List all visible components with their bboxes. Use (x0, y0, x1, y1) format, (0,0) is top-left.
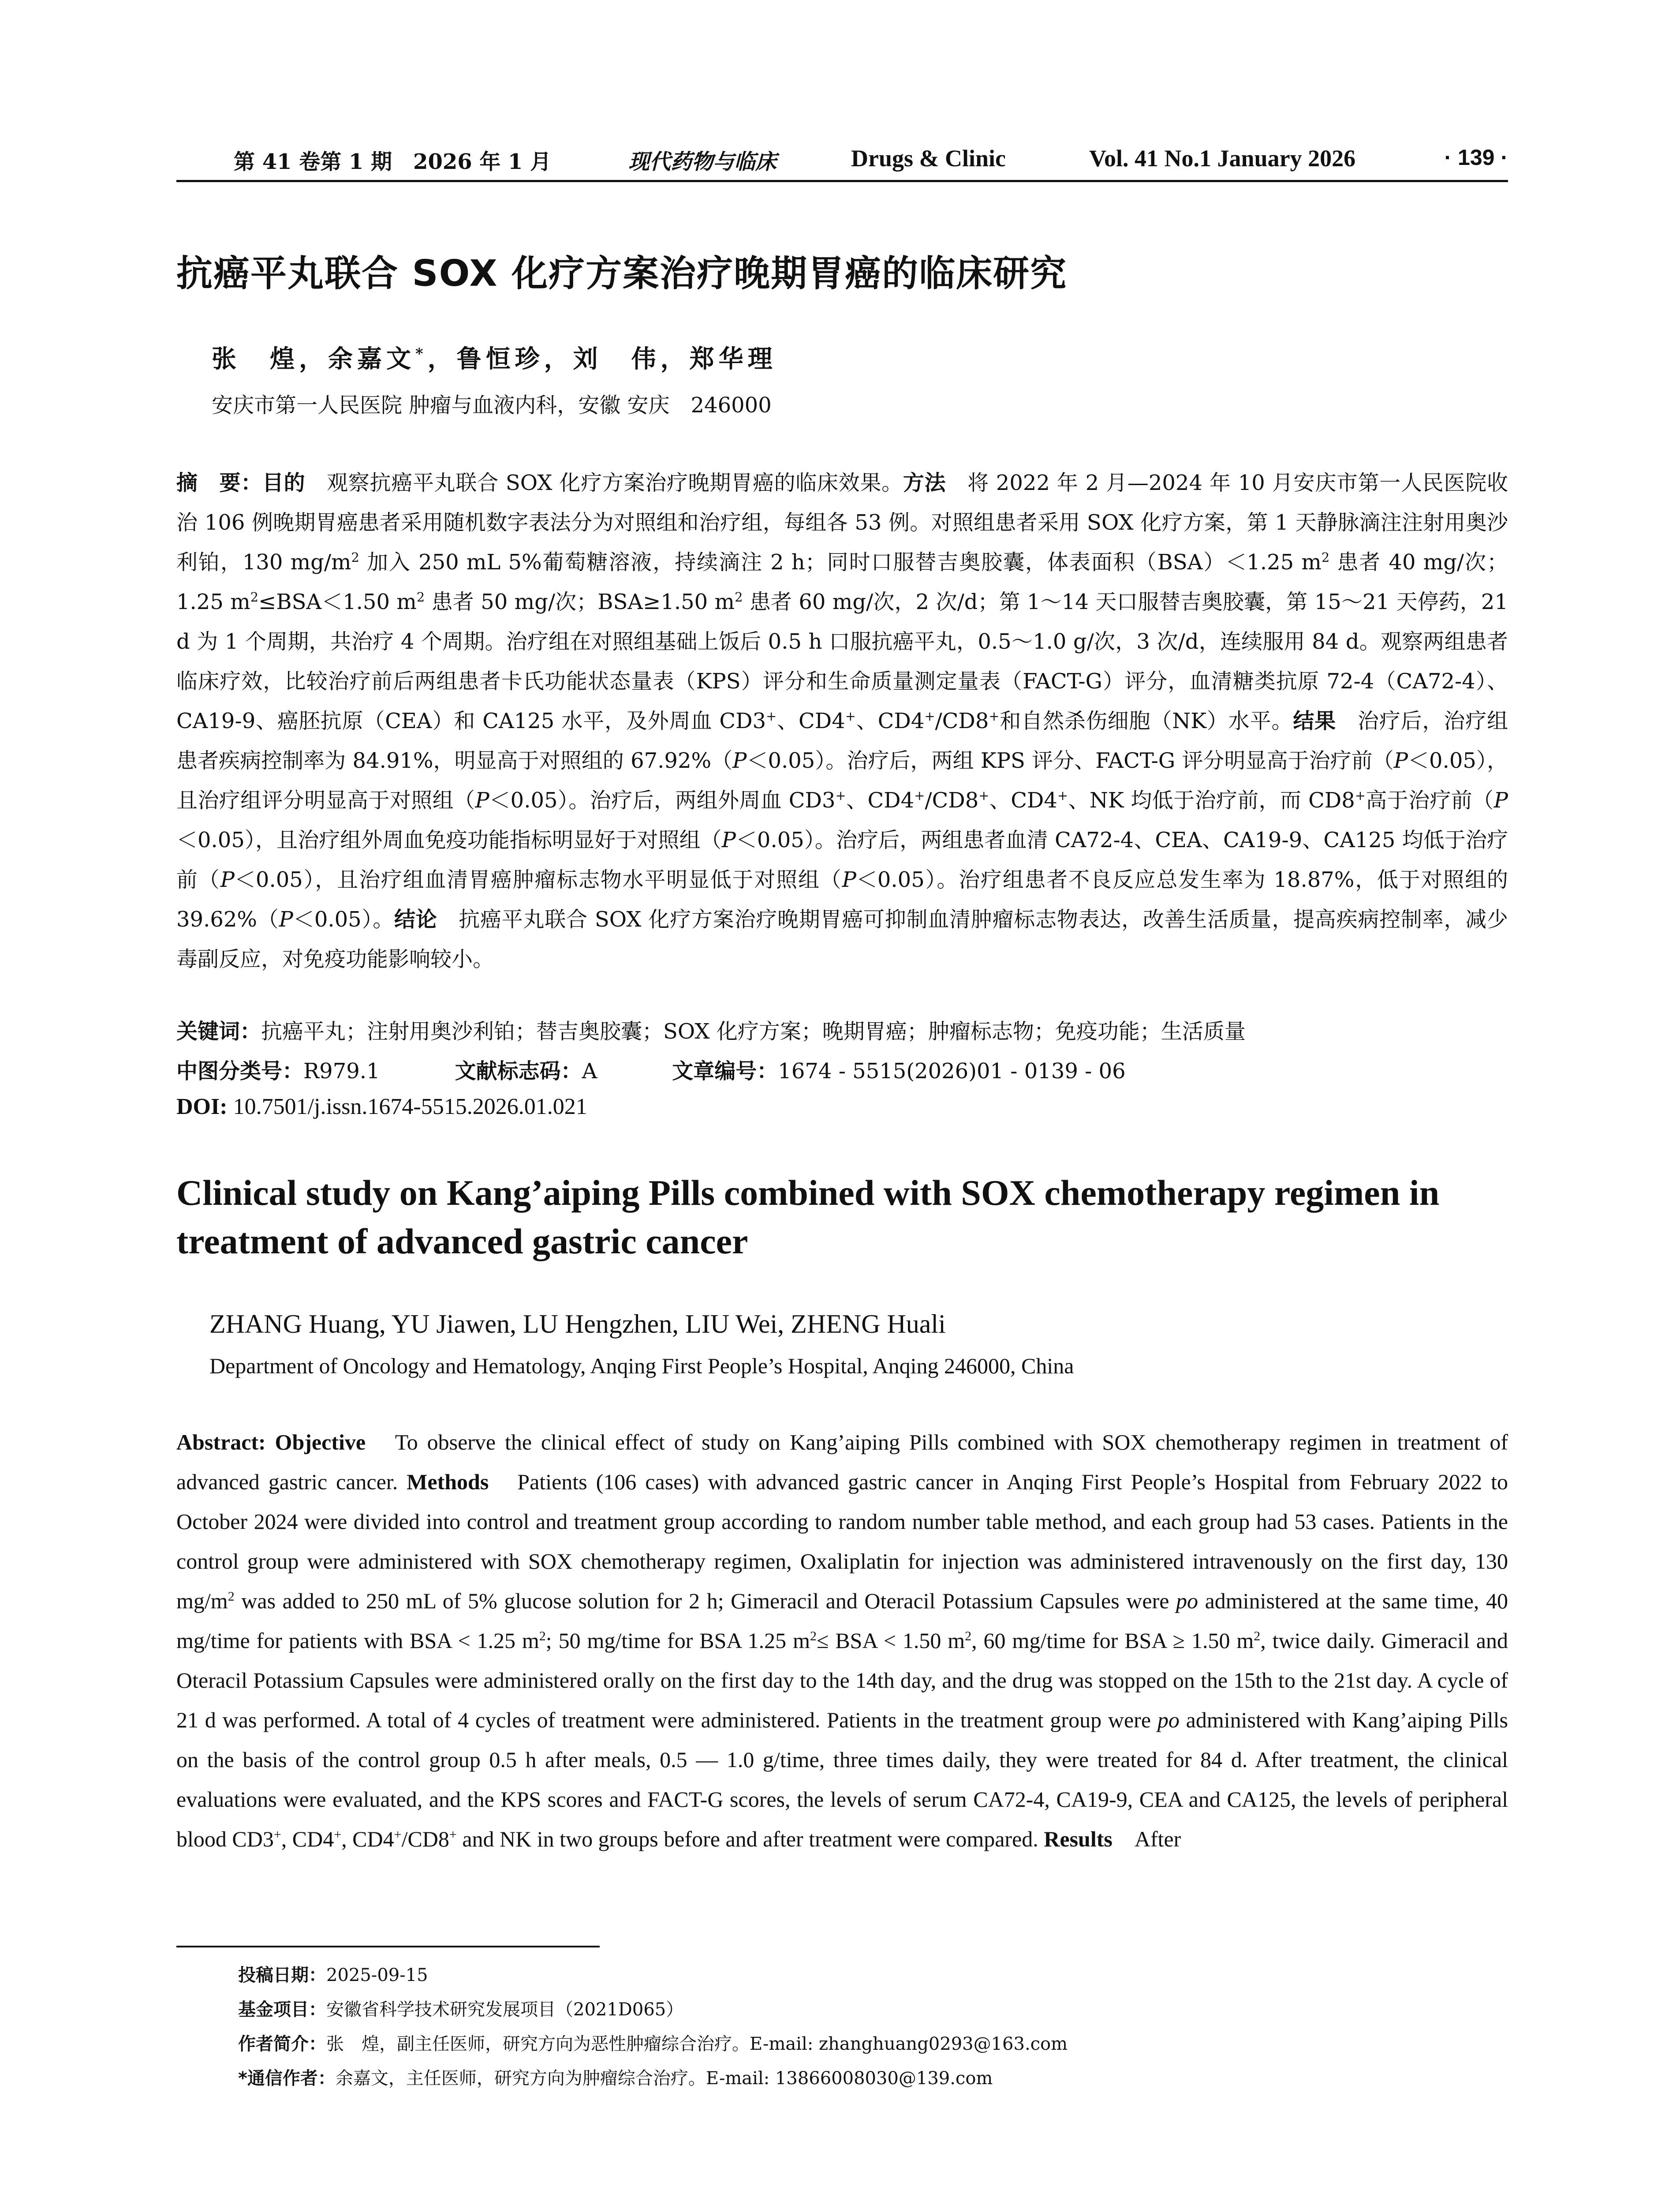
footnote-label: *通信作者： (238, 2068, 336, 2089)
en-results-label: Results (1044, 1827, 1113, 1851)
en-methods-text: , 60 mg/time for BSA ≥ 1.50 m (971, 1628, 1254, 1653)
cn-keywords-label: 关键词： (176, 1019, 261, 1044)
cn-methods-text: /CD8 (935, 709, 989, 733)
footnote-received (238, 1958, 1068, 1992)
document-code (455, 1054, 597, 1084)
cn-results-text: 、CD4 (846, 788, 915, 813)
cn-methods-text: 患者 40 mg/次；1.25 m (176, 550, 1508, 614)
cn-objective-text: 观察抗癌平丸联合 SOX 化疗方案治疗晚期胃癌的临床效果。 (305, 471, 903, 495)
cn-results-text: ＜0.05）。治疗后，两组 KPS 评分、FACT-G 评分明显高于治疗前（ (747, 748, 1394, 773)
p-value-symbol: P (279, 907, 293, 932)
running-header (176, 141, 1508, 182)
issue-info: 第 41 卷第 1 期 2026 年 1 月 (234, 149, 552, 174)
po-abbrev: po (1157, 1708, 1180, 1732)
journal-name-cn: 现代药物与临床 (628, 149, 777, 174)
en-authors: ZHANG Huang, YU Jiawen, LU Hengzhen, LIU Wei, ZHENG Huali (209, 1309, 946, 1338)
en-objective-text: To observe the clinical effect of study on Kang’aiping Pills combined with SOX chemotherapy regimen in treatment of advanced gastric cancer. (176, 1430, 1508, 1494)
cn-methods-text: 、CD4 (777, 709, 845, 733)
page-number: · 139 · (1444, 145, 1508, 170)
en-methods-text: /CD8 (401, 1827, 449, 1851)
en-methods-text: and NK in two groups before and after treatment were compared. (456, 1827, 1044, 1851)
clc-number (176, 1054, 380, 1084)
superscript: 2 (250, 590, 259, 605)
superscript: + (394, 1827, 402, 1842)
cn-abstract-label: 摘 要： (176, 471, 262, 495)
cn-methods-text: 加入 250 mL 5%葡萄糖溶液，持续滴注 2 h；同时口服替吉奥胶囊，体表面积（BSA）＜1.25 m (359, 550, 1322, 575)
superscript: + (1355, 788, 1366, 803)
cn-results-text: /CD8 (925, 788, 979, 813)
po-abbrev: po (1176, 1588, 1198, 1613)
footnote-fund (238, 1992, 1068, 2027)
document-code-label: 文献标志码： (455, 1059, 582, 1084)
p-value-symbol: P (475, 788, 489, 813)
cn-keywords (176, 1014, 1246, 1045)
footnote-label: 投稿日期： (238, 1965, 326, 1985)
en-methods-text: , twice daily. Gimeracil and Oteracil Potassium Capsules were administered orally on the first day to the 14th day, and the drug was stopped on the 15th to the 21st day. A cycle of 21 d was performed. A total of 4 cycles of treatment were administered. Patients in the treatment group were (176, 1628, 1508, 1732)
superscript: + (273, 1827, 281, 1842)
superscript: 2 (1321, 550, 1330, 565)
doi (176, 1094, 587, 1120)
footnote-label: 基金项目： (238, 1999, 326, 2020)
superscript: + (334, 1827, 342, 1842)
footnotes (238, 1958, 1068, 2096)
cn-results-text: ＜0.05）。治疗组患者不良反应总发生率为 18.87%，低于对照组的 39.62%（ (176, 867, 1508, 932)
superscript: 2 (735, 590, 743, 605)
p-value-symbol: P (732, 748, 747, 773)
en-methods-text: ; 50 mg/time for BSA 1.25 m (545, 1628, 810, 1653)
footnote-author (238, 2027, 1068, 2061)
clc-label: 中图分类号： (176, 1059, 304, 1084)
cn-methods-text: 、CD4 (855, 709, 925, 733)
superscript: + (924, 709, 935, 724)
cn-abstract (176, 463, 1508, 979)
cn-results-text: ＜0.05）。治疗后，两组外周血 CD3 (489, 788, 836, 813)
superscript: + (766, 709, 777, 724)
p-value-symbol: P (1493, 788, 1508, 813)
cn-methods-text: 患者 50 mg/次；BSA≥1.50 m (425, 590, 735, 614)
superscript: + (914, 788, 925, 803)
superscript: 2 (416, 590, 425, 605)
p-value-symbol: P (220, 867, 235, 892)
cn-authors (212, 340, 777, 375)
cn-results-text: ＜0.05），且治疗组评分明显高于对照组（ (176, 748, 1508, 813)
footnote-text: 张 煌，副主任医师，研究方向为恶性肿瘤综合治疗。E-mail: zhanghuang0293@163.com (326, 2034, 1068, 2054)
en-methods-text: Patients (106 cases) with advanced gastric cancer in Anqing First People’s Hospital from February 2022 to October 2024 were divided into control and treatment group according to random number table method, and each group had 53 cases. Patients in the control group were administered with SOX chemotherapy regimen, Oxaliplatin for injection was administered intravenously on the first day, 130 mg/m (176, 1469, 1508, 1613)
article-number-label: 文章编号： (672, 1059, 778, 1084)
cn-methods-text: 患者 60 mg/次，2 次/d；第 1～14 天口服替吉奥胶囊，第 15～21 天停药，21 d 为 1 个周期，共治疗 4 个周期。治疗组在对照组基础上饭后 0.5 h 口服抗癌平丸，0.5～1.0 g/次，3 次/d，连续服用 84 d。观察两组患者临床疗效，比较治疗前后两组患者卡氏功能状态量表（KPS）评分和生命质量测定量表（FACT-G）评分，血清糖类抗原 72-4（CA72-4）、CA19-9、癌胚抗原（CEA）和 CA125 水平，及外周血 CD3 (176, 590, 1508, 733)
clc-value: R979.1 (303, 1059, 380, 1084)
p-value-symbol: P (1393, 748, 1408, 773)
cn-conclusion-label: 结论 (394, 907, 437, 932)
cn-methods-label: 方法 (903, 471, 946, 495)
cn-results-text: 治疗后，治疗组患者疾病控制率为 84.91%，明显高于对照组的 67.92%（ (176, 709, 1508, 773)
footnote-text: 安徽省科学技术研究发展项目（2021D065） (326, 1999, 684, 2020)
cn-results-text: 、CD4 (989, 788, 1057, 813)
cn-methods-text: 将 2022 年 2 月—2024 年 10 月安庆市第一人民医院收治 106 例晚期胃癌患者采用随机数字表法分为对照组和治疗组，每组各 53 例。对照组患者采用 SOX 化疗方案，第 1 天静脉滴注注射用奥沙利铂，130 mg/m (176, 471, 1508, 575)
superscript: 2 (228, 1589, 235, 1604)
cn-results-text: ＜0.05）。 (293, 907, 394, 932)
superscript: 2 (539, 1629, 546, 1644)
footnote-text: 2025-09-15 (326, 1965, 428, 1985)
en-abstract-label: Abstract: Objective (176, 1430, 366, 1454)
cn-results-text: 、NK 均低于治疗前，而 CD8 (1068, 788, 1355, 813)
en-methods-text: administered with Kang’aiping Pills on the basis of the control group 0.5 h after meals, 0.5 — 1.0 g/time, three times daily, they were treated for 84 d. After treatment, the clinical evaluations were evaluated, and the KPS scores and FACT-G scores, the levels of serum CA72-4, CA19-9, CEA and CA125, the levels of peripheral blood CD3 (176, 1708, 1508, 1851)
cn-results-text: ＜0.05），且治疗组血清胃癌肿瘤标志物水平明显低于对照组（ (234, 867, 842, 892)
footnote-text: 余嘉文，主任医师，研究方向为肿瘤综合治疗。E-mail: 13866008030@139.com (335, 2068, 993, 2089)
article-number-value: 1674 - 5515(2026)01 - 0139 - 06 (778, 1059, 1126, 1084)
p-value-symbol: P (842, 867, 856, 892)
cn-methods-text: ≤BSA＜1.50 m (258, 590, 417, 614)
cn-conclusion-text: 抗癌平丸联合 SOX 化疗方案治疗晚期胃癌可抑制血清肿瘤标志物表达，改善生活质量，提高疾病控制率，减少毒副反应，对免疫功能影响较小。 (176, 907, 1508, 972)
doi-value: 10.7501/j.issn.1674-5515.2026.01.021 (227, 1094, 587, 1119)
superscript: + (835, 788, 846, 803)
cn-objective-label: 目的 (262, 471, 306, 495)
cn-keywords-text: 抗癌平丸；注射用奥沙利铂；替吉奥胶囊；SOX 化疗方案；晚期胃癌；肿瘤标志物；免疫功能；生活质量 (261, 1019, 1246, 1044)
superscript: + (449, 1827, 457, 1842)
footnote-label: 作者简介： (238, 2034, 326, 2054)
cn-title: 抗癌平丸联合 SOX 化疗方案治疗晚期胃癌的临床研究 (176, 253, 1068, 295)
cn-authors-part-1: 张 煌，余嘉文 (212, 344, 415, 374)
cn-results-text: ＜0.05）。治疗后，两组患者血清 CA72-4、CEA、CA19-9、CA125 均低于治疗前（ (176, 828, 1508, 892)
en-title: Clinical study on Kang’aiping Pills combined with SOX chemotherapy regimen in treatment of advanced gastric cancer (176, 1173, 1440, 1261)
cn-affiliation: 安庆市第一人民医院 肿瘤与血液内科，安徽 安庆 246000 (212, 393, 772, 418)
cn-methods-text: 和自然杀伤细胞（NK）水平。 (999, 709, 1293, 733)
en-methods-label: Methods (407, 1469, 489, 1494)
footnote-divider (176, 1946, 600, 1947)
corresponding-star: * (415, 344, 428, 363)
en-methods-text: ≤ BSA < 1.50 m (816, 1628, 965, 1653)
superscript: + (978, 788, 989, 803)
document-code-value: A (582, 1059, 597, 1084)
en-affiliation: Department of Oncology and Hematology, Anqing First People’s Hospital, Anqing 246000, China (209, 1353, 1074, 1378)
article-number (672, 1054, 1125, 1084)
en-methods-text: was added to 250 mL of 5% glucose solution for 2 h; Gimeracil and Oteracil Potassium Capsules were (234, 1588, 1176, 1613)
en-methods-text: , CD4 (281, 1827, 334, 1851)
superscript: 2 (965, 1629, 972, 1644)
superscript: 2 (1254, 1629, 1261, 1644)
en-methods-text: administered at the same time, 40 mg/time for patients with BSA < 1.25 m (176, 1588, 1508, 1653)
superscript: 2 (351, 550, 359, 565)
doi-label: DOI: (176, 1094, 228, 1119)
superscript: + (845, 709, 856, 724)
footnote-corresponding (238, 2061, 1068, 2096)
cn-authors-part-2: ，鲁恒珍，刘 伟，郑华理 (427, 344, 777, 374)
en-results-text: After (1112, 1827, 1181, 1851)
p-value-symbol: P (721, 828, 736, 852)
classification-line (176, 1054, 1201, 1084)
superscript: + (1057, 788, 1068, 803)
volume-info: Vol. 41 No.1 January 2026 (1089, 145, 1356, 172)
cn-results-text: ＜0.05），且治疗组外周血免疫功能指标明显好于对照组（ (176, 828, 722, 852)
superscript: 2 (810, 1629, 817, 1644)
journal-name-en: Drugs & Clinic (851, 145, 1006, 172)
cn-results-text: 高于治疗前（ (1365, 788, 1494, 813)
superscript: + (989, 709, 1000, 724)
cn-results-label: 结果 (1293, 709, 1337, 733)
en-abstract (176, 1422, 1508, 1859)
en-methods-text: , CD4 (341, 1827, 394, 1851)
